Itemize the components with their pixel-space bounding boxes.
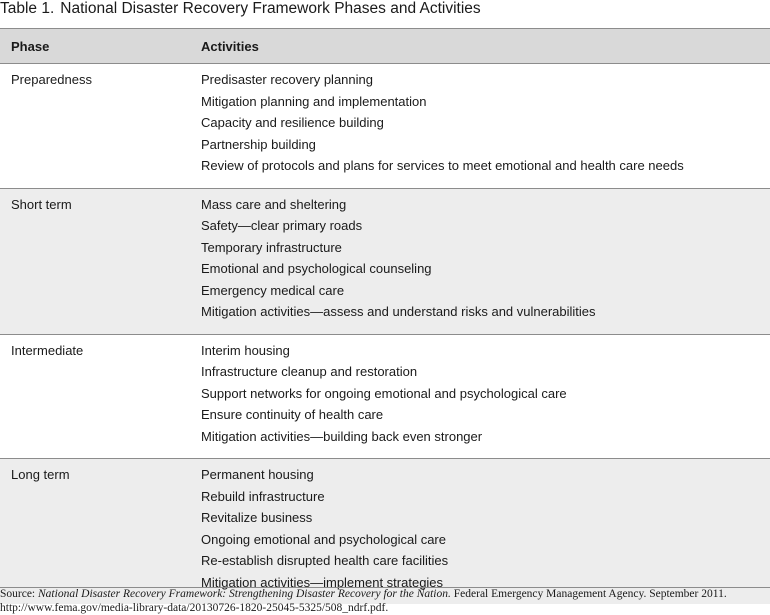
source-publisher: Federal Emergency Management Agency. September 2011. (453, 588, 727, 600)
activity-item: Partnership building (201, 136, 316, 152)
source-title: National Disaster Recovery Framework: Strengthening Disaster Recovery for the Nation. (38, 588, 451, 600)
activity-item: Predisaster recovery planning (201, 72, 373, 87)
header-activities: Activities (201, 39, 259, 54)
source-note (0, 587, 770, 615)
activity-item: Safety—clear primary roads (201, 218, 363, 233)
table-title (0, 0, 481, 18)
table-number: Table 1. (0, 0, 55, 17)
activity-item: Permanent housing (201, 467, 314, 482)
activity-item: Emergency medical care (201, 282, 345, 298)
activities-cell (201, 467, 448, 596)
activity-item: Mitigation activities—building back even stronger (201, 428, 483, 444)
source-url: http://www.fema.gov/media-library-data/20130726-1820-25045-5325/508_ndrf.pdf. (0, 601, 389, 614)
table-header (0, 29, 770, 63)
activity-item: Review of protocols and plans for services to meet emotional and health care needs (201, 158, 684, 173)
activity-item: Ongoing emotional and psychological care (201, 531, 446, 547)
activity-item: Mitigation activities—implement strategies (201, 574, 444, 590)
phase-cell: Long term (11, 467, 70, 482)
activities-cell (201, 343, 567, 451)
activity-item: Emotional and psychological counseling (201, 261, 432, 276)
phase-cell: Preparedness (11, 72, 92, 87)
activity-item: Mitigation activities—assess and understand risks and vulnerabilities (201, 304, 596, 319)
table-row (0, 334, 770, 459)
header-phase: Phase (11, 39, 50, 54)
table-row (0, 458, 770, 604)
activity-item: Capacity and resilience building (201, 115, 384, 130)
activities-cell (201, 72, 684, 180)
table-row (0, 63, 770, 188)
activity-item: Interim housing (201, 342, 290, 358)
phase-cell: Intermediate (11, 342, 84, 358)
phases-table (0, 28, 770, 604)
activity-item: Revitalize business (201, 510, 313, 525)
activity-item: Mitigation planning and implementation (201, 93, 427, 109)
activity-item: Infrastructure cleanup and restoration (201, 364, 418, 379)
source-line-1 (0, 588, 770, 602)
source-label: Source: (0, 588, 36, 600)
activity-item: Mass care and sheltering (201, 196, 347, 212)
activities-cell (201, 197, 596, 326)
table-title-text: National Disaster Recovery Framework Phases and Activities (60, 0, 481, 17)
activity-item: Ensure continuity of health care (201, 407, 384, 422)
activity-item: Temporary infrastructure (201, 239, 342, 255)
table-row (0, 188, 770, 334)
activity-item: Support networks for ongoing emotional and psychological care (201, 385, 567, 401)
activity-item: Re-establish disrupted health care facilities (201, 553, 449, 568)
activity-item: Rebuild infrastructure (201, 488, 325, 504)
phase-cell: Short term (11, 196, 72, 212)
